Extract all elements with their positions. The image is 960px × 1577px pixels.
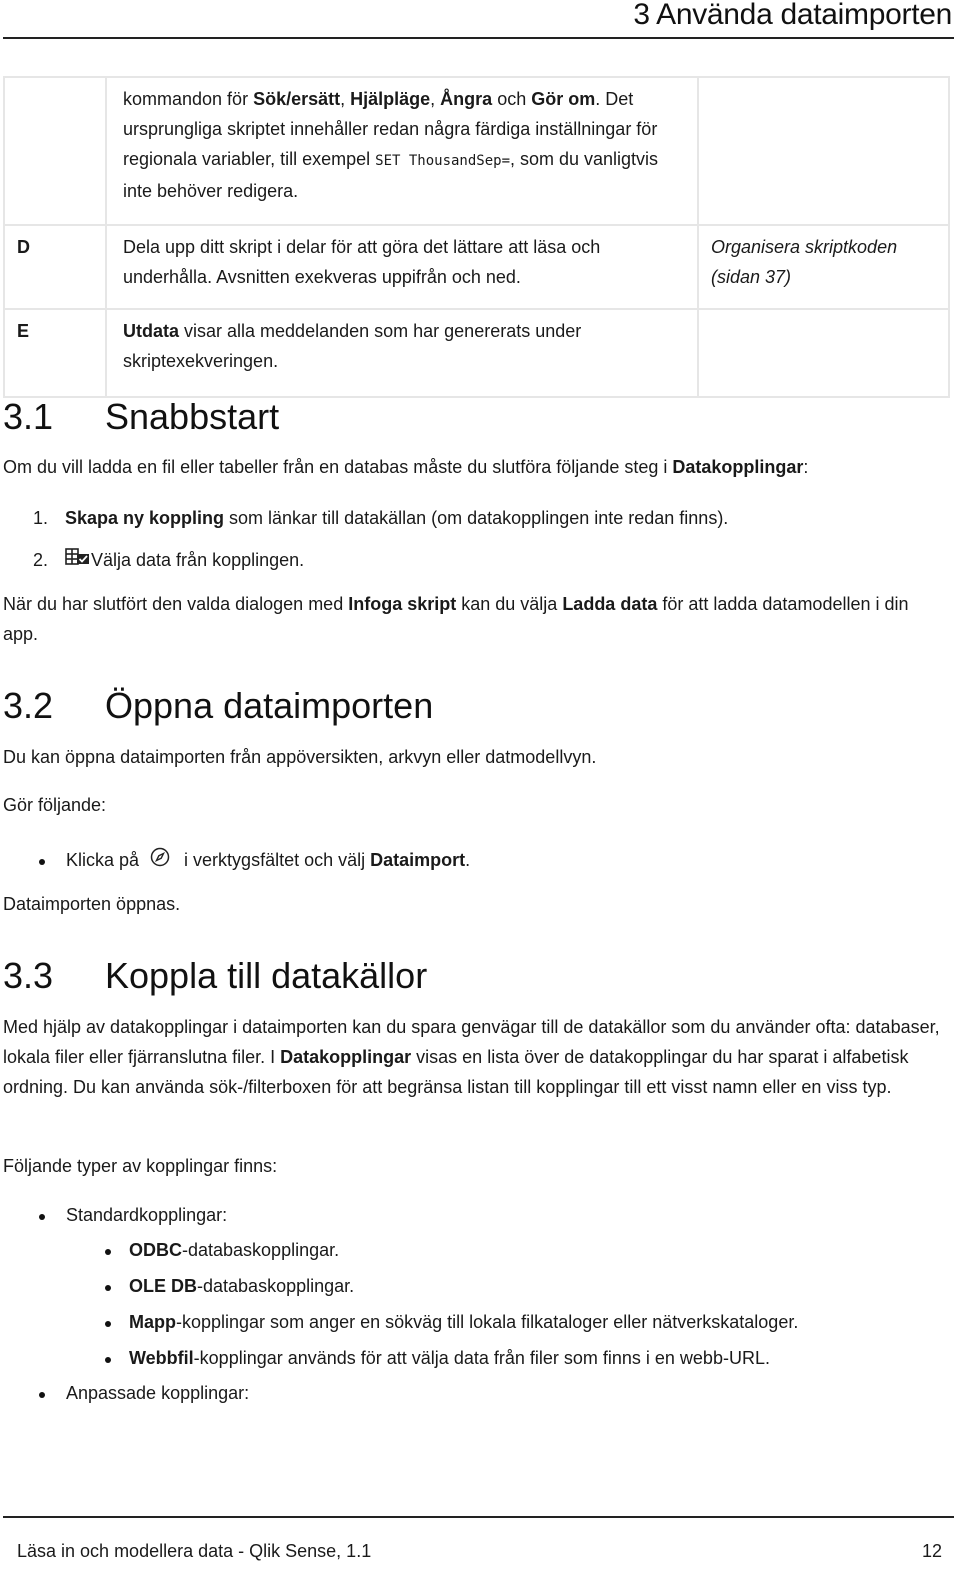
list-item: OLE DB-databaskopplingar. — [129, 1271, 354, 1301]
header-rule — [3, 37, 954, 39]
chapter-title: 3 Använda dataimporten — [633, 0, 952, 31]
section-paragraph: Gör följande: — [3, 795, 107, 815]
bullet-icon — [105, 1285, 111, 1291]
row-description: Dela upp ditt skript i delar för att göra det lättare att läsa och underhålla. Avsnitten exekveras uppifrån och ned. — [106, 225, 698, 309]
page-number: 12 — [921, 1541, 942, 1561]
step-item: 1. Skapa ny koppling som länkar till datakällan (om datakopplingen inte redan finns). — [33, 508, 729, 528]
footer-document-title: Läsa in och modellera data - Qlik Sense, 1.1 — [17, 1541, 372, 1561]
table-row — [4, 309, 949, 397]
section-intro: Om du vill ladda en fil eller tabeller från en databas måste du slutföra följande steg i Datakopplingar: — [3, 457, 809, 477]
table-row — [4, 77, 949, 225]
row-description: kommandon för Sök/ersätt, Hjälpläge, Ångra och Gör om. Det ursprungliga skriptet innehåller redan några färdiga inställningar för regionala variabler, till exempel SET ThousandSep=, som du vanligtvis inte behöver redigera. — [106, 77, 698, 225]
section-heading-3-1: 3.1 Snabbstart — [3, 396, 280, 437]
list-item: Anpassade kopplingar: — [66, 1378, 249, 1408]
footer-rule — [3, 1516, 954, 1518]
row-reference — [698, 309, 949, 397]
list-item: Klicka på i verktygsfältet och välj Dataimport. — [66, 845, 470, 877]
list-item: ODBC-databaskopplingar. — [129, 1235, 339, 1265]
bullet-icon — [105, 1249, 111, 1255]
section-paragraph: Följande typer av kopplingar finns: — [3, 1156, 278, 1176]
compass-icon — [149, 846, 171, 877]
list-item: Standardkopplingar: — [66, 1200, 227, 1230]
list-item: Mapp-kopplingar som anger en sökväg till lokala filkataloger eller nätverkskataloger. — [129, 1307, 798, 1337]
table-row — [4, 225, 949, 309]
section-paragraph: Du kan öppna dataimporten från appöversikten, arkvyn eller datmodellvyn. — [3, 747, 597, 767]
row-reference — [698, 77, 949, 225]
select-data-icon — [65, 546, 91, 576]
section-paragraph: Med hjälp av datakopplingar i dataimporten kan du spara genvägar till de datakällor som du använder ofta: databaser, lokala filer eller fjärranslutna filer. I Datakopplingar visas en lista över de datakopplingar du har sparat i alfabetisk ordning. Du kan använda sök-/filterboxen för att begränsa listan till kopplingar till ett visst namn eller en viss typ. — [3, 1017, 940, 1097]
row-key: D — [4, 225, 106, 309]
section-paragraph: När du har slutfört den valda dialogen med Infoga skript kan du välja Ladda data för att ladda datamodellen i din app. — [3, 594, 909, 644]
bullet-icon — [39, 1392, 45, 1398]
bullet-icon — [39, 859, 45, 865]
reference-table — [3, 76, 950, 398]
bullet-icon — [39, 1214, 45, 1220]
section-heading-3-3: 3.3 Koppla till datakällor — [3, 955, 428, 996]
bullet-icon — [105, 1357, 111, 1363]
step-item: 2. Välja data från kopplingen. — [33, 545, 304, 576]
row-description: Utdata visar alla meddelanden som har genererats under skriptexekveringen. — [106, 309, 698, 397]
list-item: Webbfil-kopplingar används för att välja data från filer som finns i en webb-URL. — [129, 1343, 770, 1373]
section-heading-3-2: 3.2 Öppna dataimporten — [3, 685, 434, 726]
row-key-cell — [4, 77, 106, 225]
section-paragraph: Dataimporten öppnas. — [3, 894, 181, 914]
code-snippet: SET ThousandSep= — [375, 153, 510, 169]
row-key: E — [4, 309, 106, 397]
cross-reference-link[interactable]: Organisera skriptkoden (sidan 37) — [698, 225, 949, 309]
bullet-icon — [105, 1321, 111, 1327]
